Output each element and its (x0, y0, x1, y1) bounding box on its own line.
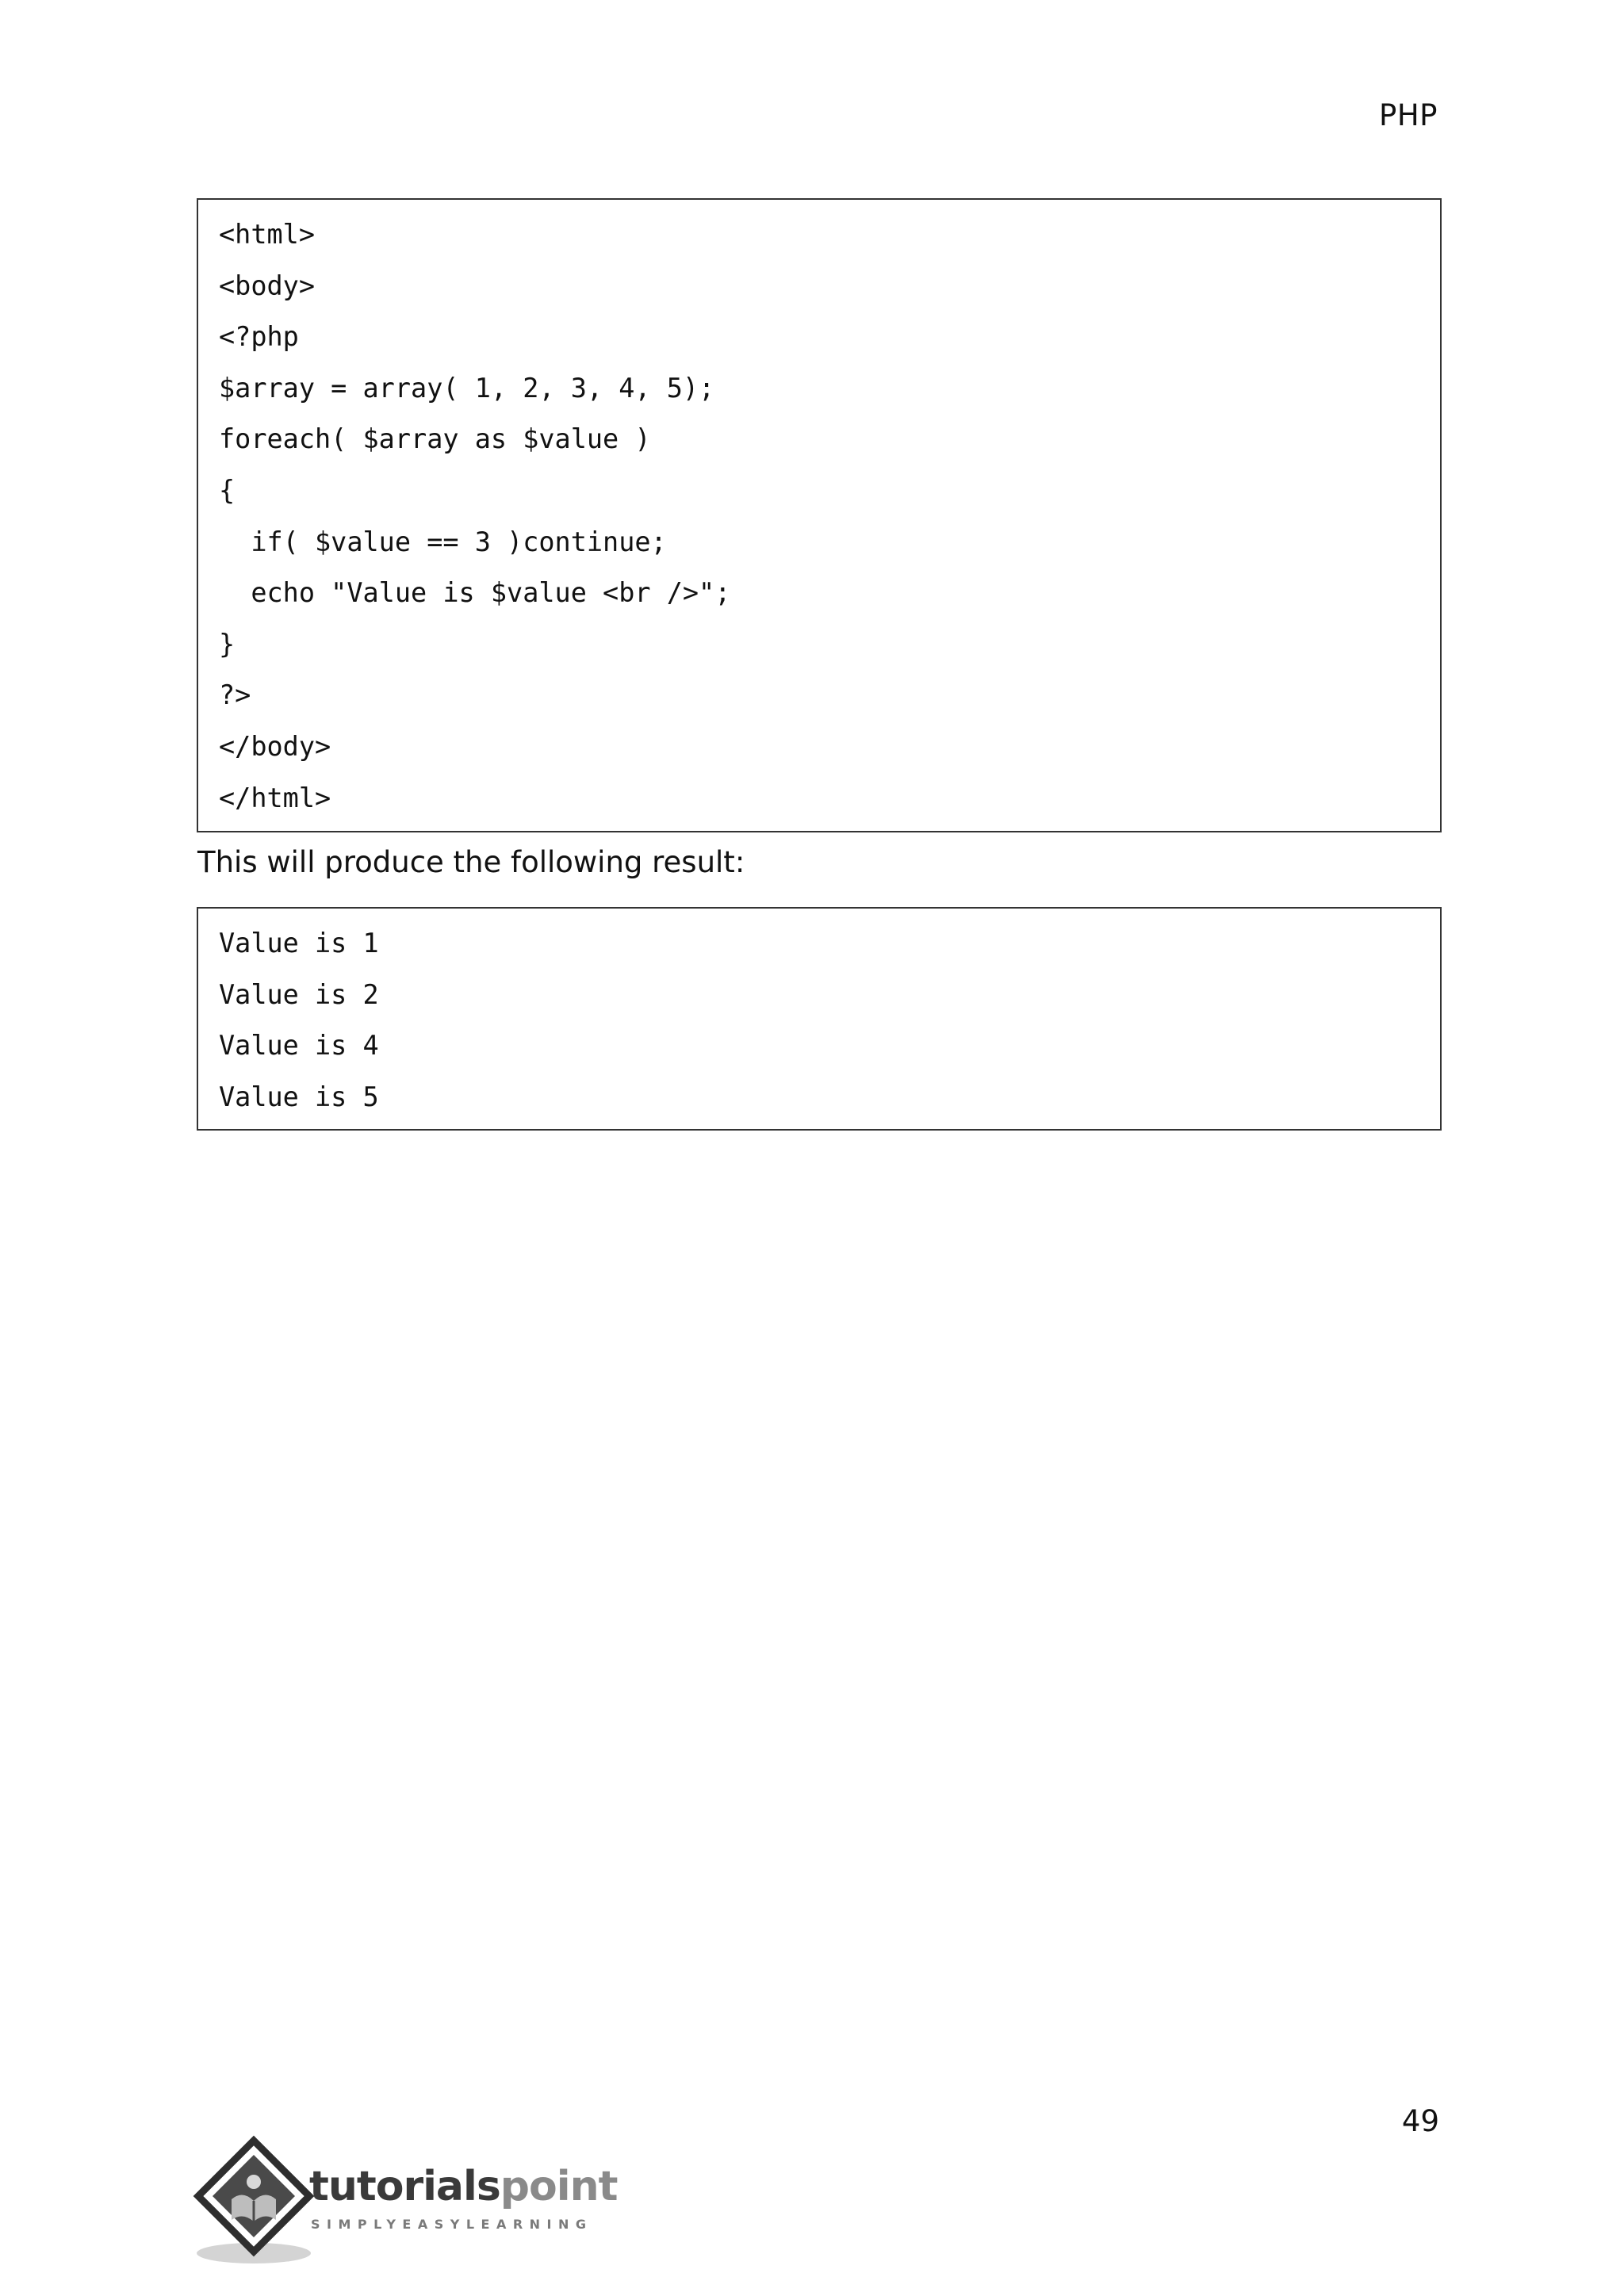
tutorialspoint-logo (190, 2134, 618, 2269)
code-line: } (219, 628, 236, 660)
code-line: <html> (219, 219, 316, 250)
code-line: foreach( $array as $value ) (219, 423, 651, 455)
result-intro-text: This will produce the following result: (197, 845, 745, 879)
code-line: { (219, 474, 236, 506)
output-line: Value is 1 (219, 928, 379, 959)
code-line: </html> (219, 782, 331, 813)
output-line: Value is 4 (219, 1030, 379, 1062)
code-line: ?> (219, 679, 251, 711)
page-number: 49 (1401, 2104, 1439, 2138)
logo-mark-icon (190, 2134, 325, 2269)
code-line: </body> (219, 730, 331, 762)
code-line: <body> (219, 270, 316, 301)
code-line: $array = array( 1, 2, 3, 4, 5); (219, 372, 715, 404)
code-line: <?php (219, 321, 299, 353)
logo-wordmark: tutorialspoint (309, 2163, 618, 2210)
code-line: echo "Value is $value <br />"; (219, 577, 731, 609)
output-listing-box (197, 907, 1442, 1131)
output-line: Value is 2 (219, 978, 379, 1010)
logo-tagline: SIMPLYEASYLEARNING (311, 2217, 593, 2232)
code-line: if( $value == 3 )continue; (219, 526, 667, 557)
code-listing-box (197, 198, 1442, 832)
page-header-title: PHP (1379, 98, 1438, 132)
output-line: Value is 5 (219, 1081, 379, 1112)
